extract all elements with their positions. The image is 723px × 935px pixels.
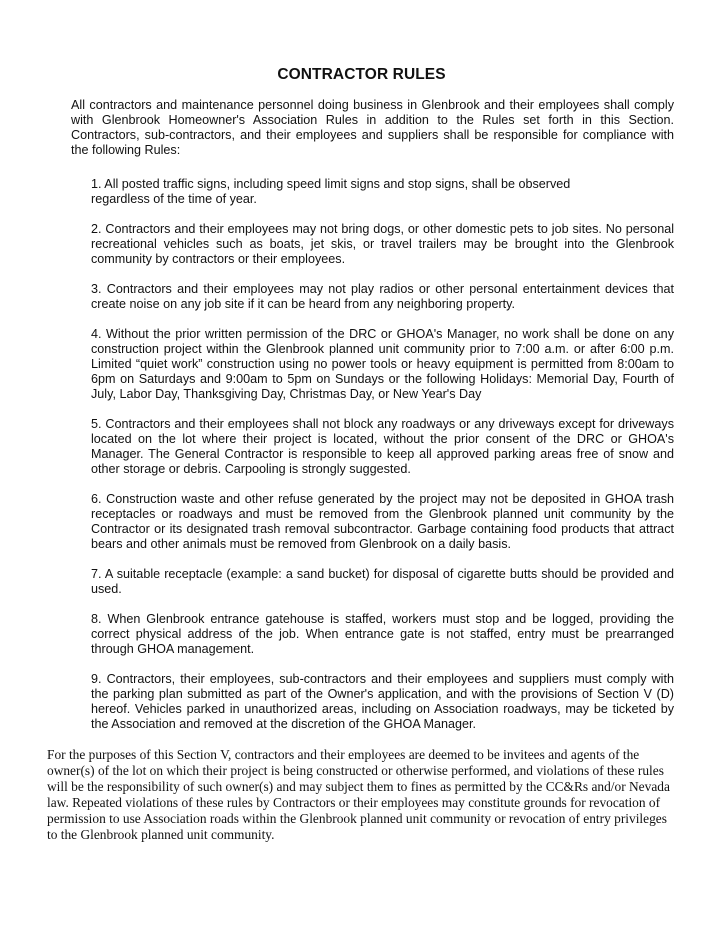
- rule-item: 5. Contractors and their employees shall not block any roadways or any driveways except for driveways located on the lot where their project is located, without the prior consent of the DRC or GHOA's Manager. The General Contractor is responsible to keep all approved parking areas free of snow and other storage or debris. Carpooling is strongly suggested.: [91, 417, 674, 476]
- rule-item: 3. Contractors and their employees may not play radios or other personal entertainment devices that create noise on any job site if it can be heard from any neighboring property.: [91, 282, 674, 311]
- page-title: CONTRACTOR RULES: [277, 66, 446, 83]
- rule-item: 1. All posted traffic signs, including speed limit signs and stop signs, shall be observed regardless of the time of year.: [91, 177, 571, 206]
- intro-paragraph: All contractors and maintenance personnel doing business in Glenbrook and their employees shall comply with Glenbrook Homeowner's Association Rules in addition to the Rules set forth in this Section. Contractors, sub-contractors, and their employees and suppliers shall be responsible for compliance with the following Rules:: [71, 98, 674, 157]
- rules-list: [91, 177, 674, 747]
- closing-paragraph: For the purposes of this Section V, contractors and their employees are deemed to be invitees and agents of the owner(s) of the lot on which their project is being constructed or otherwise performed, and violations of these rules will be the responsibility of such owner(s) and may subject them to fines as permitted by the CC&Rs and/or Nevada law. Repeated violations of these rules by Contractors or their employees may constitute grounds for revocation of permission to use Association roads within the Glenbrook planned unit community or revocation of entry privileges to the Glenbrook planned unit community.: [47, 747, 670, 842]
- rule-item: 6. Construction waste and other refuse generated by the project may not be deposited in GHOA trash receptacles or roadways and must be removed from the Glenbrook planned unit community by the Contractor or its designated trash removal subcontractor. Garbage containing food products that attract bears and other animals must be removed from Glenbrook on a daily basis.: [91, 492, 674, 551]
- rule-item: 9. Contractors, their employees, sub-contractors and their employees and suppliers must comply with the parking plan submitted as part of the Owner's application, and with the provisions of Section V (D) hereof. Vehicles parked in unauthorized areas, including on Association roadways, may be ticketed by the Association and removed at the discretion of the GHOA Manager.: [91, 672, 674, 731]
- rule-item: 7. A suitable receptacle (example: a sand bucket) for disposal of cigarette butts should be provided and used.: [91, 567, 674, 596]
- rule-item: 4. Without the prior written permission of the DRC or GHOA's Manager, no work shall be done on any construction project within the Glenbrook planned unit community prior to 7:00 a.m. or after 6:00 p.m. Limited “quiet work” construction using no power tools or heavy equipment is permitted from 8:00am to 6pm on Saturdays and 9:00am to 5pm on Sundays or the following Holidays: Memorial Day, Fourth of July, Labor Day, Thanksgiving Day, Christmas Day, or New Year's Day: [91, 327, 674, 401]
- rule-item: 8. When Glenbrook entrance gatehouse is staffed, workers must stop and be logged, providing the correct physical address of the job. When entrance gate is not staffed, entry must be prearranged through GHOA management.: [91, 612, 674, 656]
- rule-item: 2. Contractors and their employees may not bring dogs, or other domestic pets to job sites. No personal recreational vehicles such as boats, jet skis, or travel trailers may be brought into the Glenbrook community by contractors or their employees.: [91, 222, 674, 266]
